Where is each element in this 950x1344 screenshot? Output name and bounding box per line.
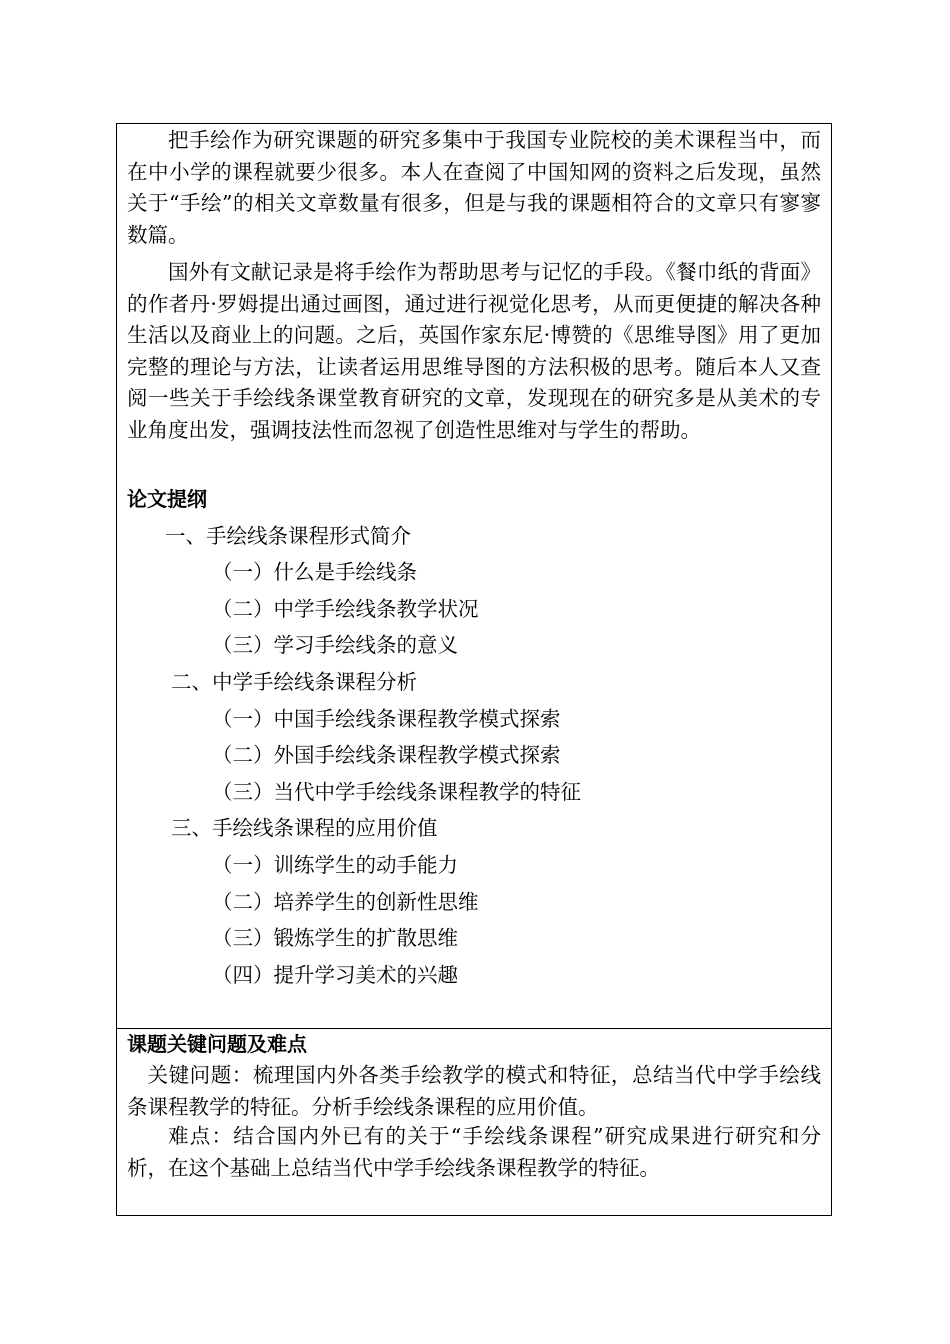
research-status-cell xyxy=(117,124,831,1029)
intro-paragraph-2: 国外有文献记录是将手绘作为帮助思考与记忆的手段。《餐巾纸的背面》的作者丹·罗姆提出通过画图，通过进行视觉化思考，从而更便捷的解决各种生活以及商业上的问题。之后，英国作家东尼·博赞的《思维导图》用了更加完整的理论与方法，让读者运用思维导图的方法积极的思考。随后本人又查阅一些关于手绘线条课堂教育研究的文章，发现现在的研究多是从美术的专业角度出发，强调技法性而忽视了创造性思维对与学生的帮助。 xyxy=(127,260,821,442)
outline-heading: 论文提纲 xyxy=(127,487,207,511)
intro-paragraph-1: 把手绘作为研究课题的研究多集中于我国专业院校的美术课程当中，而在中小学的课程就要少很多。本人在查阅了中国知网的资料之后发现，虽然关于“手绘”的相关文章数量有很多，但是与我的课题相符合的文章只有寥寥数篇。 xyxy=(127,128,821,247)
outline-section-2-item-1: （一）中国手绘线条课程教学模式探索 xyxy=(212,707,561,731)
outline-section-2-title: 二、中学手绘线条课程分析 xyxy=(171,670,417,694)
outline-section-1-item-3: （三）学习手绘线条的意义 xyxy=(212,633,458,657)
difficulty-paragraph: 难点：结合国内外已有的关于“手绘线条课程”研究成果进行研究和分析，在这个基础上总结当代中学手绘线条课程教学的特征。 xyxy=(127,1124,821,1180)
outline-section-1-title: 一、手绘线条课程形式简介 xyxy=(165,524,411,548)
outline-section-3-item-4: （四）提升学习美术的兴趣 xyxy=(212,963,458,987)
outline-section-3-title: 三、手绘线条课程的应用价值 xyxy=(171,816,438,840)
outline-section-3-item-1: （一）训练学生的动手能力 xyxy=(212,853,458,877)
outline-section-2-item-2: （二）外国手绘线条课程教学模式探索 xyxy=(212,743,561,767)
outline-section-1-item-2: （二）中学手绘线条教学状况 xyxy=(212,597,479,621)
outline-section-3-item-3: （三）锻炼学生的扩散思维 xyxy=(212,926,458,950)
outline-section-2-item-3: （三）当代中学手绘线条课程教学的特征 xyxy=(212,780,581,804)
table-frame xyxy=(116,123,832,1216)
outline-section-3-item-2: （二）培养学生的创新性思维 xyxy=(212,890,479,914)
key-problem-paragraph: 关键问题：梳理国内外各类手绘教学的模式和特征，总结当代中学手绘线条课程教学的特征。分析手绘线条课程的应用价值。 xyxy=(127,1063,821,1119)
outline-section-1-item-1: （一）什么是手绘线条 xyxy=(212,560,417,584)
key-issues-heading: 课题关键问题及难点 xyxy=(127,1032,307,1056)
key-issues-cell xyxy=(117,1029,831,1215)
